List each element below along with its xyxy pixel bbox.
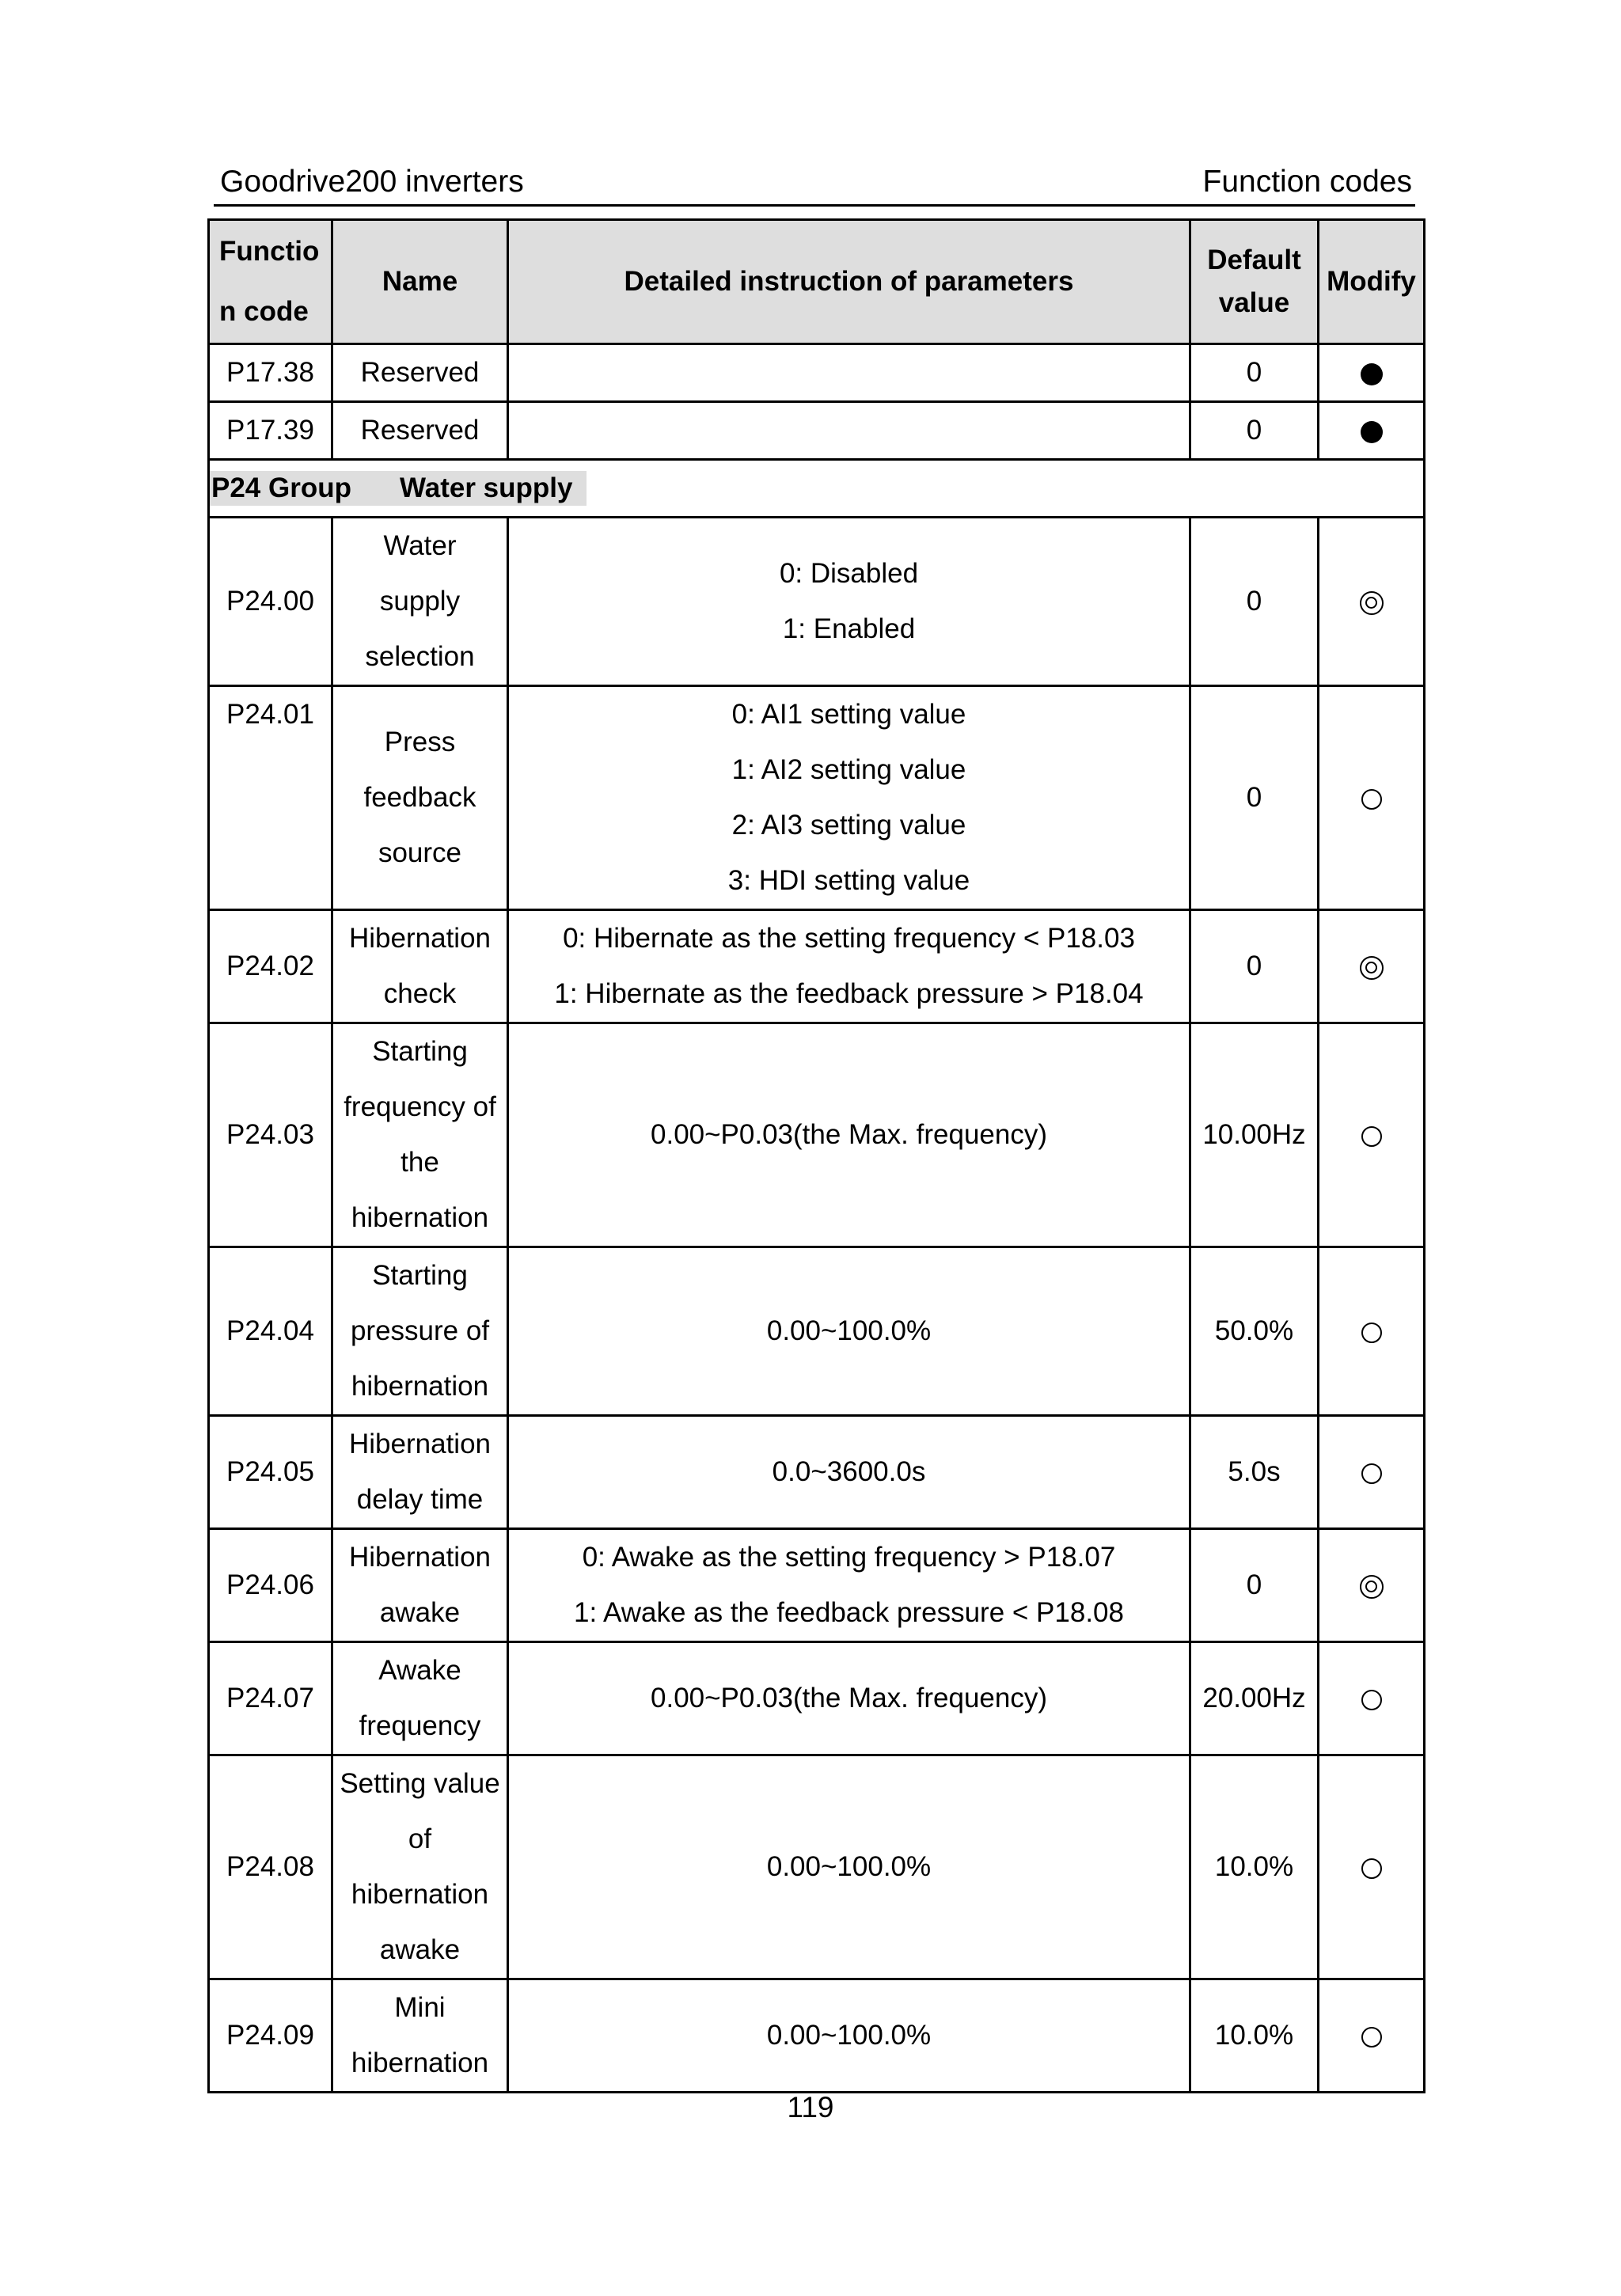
table-row	[209, 344, 1425, 402]
column-header-description: Detailed instruction of parameters	[508, 220, 1190, 344]
parameter-description	[508, 1529, 1190, 1642]
function-code: P24.02	[209, 910, 332, 1023]
modify-cell	[1319, 1247, 1425, 1416]
parameter-name	[332, 518, 508, 686]
parameter-name-line: Water	[383, 530, 457, 561]
table-row	[209, 910, 1425, 1023]
table-row	[209, 686, 1425, 910]
default-value: 5.0s	[1190, 1416, 1319, 1529]
description-line: 0: AI1 setting value	[731, 699, 966, 730]
parameter-description	[508, 344, 1190, 402]
group-cell	[209, 460, 1425, 518]
parameter-name-line: Awake	[378, 1655, 461, 1686]
table-row	[209, 518, 1425, 686]
open-circle-icon	[1361, 789, 1382, 810]
header-rule	[214, 204, 1415, 207]
table-row	[209, 1979, 1425, 2093]
table-row	[209, 1529, 1425, 1642]
document-header-right: Function codes	[1202, 165, 1412, 199]
parameter-description	[508, 1979, 1190, 2093]
parameter-name-line: supply	[379, 586, 461, 617]
description-line: 0.00~100.0%	[766, 1315, 932, 1346]
modify-cell	[1319, 910, 1425, 1023]
function-code: P17.39	[209, 402, 332, 460]
group-label	[210, 471, 587, 506]
modify-cell	[1319, 1416, 1425, 1529]
parameter-name-line: Hibernation	[349, 1429, 491, 1459]
parameter-description	[508, 518, 1190, 686]
description-line: 0.0~3600.0s	[772, 1456, 926, 1487]
parameter-name-line: Mini	[394, 1992, 446, 2023]
parameter-name-line: delay time	[356, 1484, 484, 1515]
function-code: P24.08	[209, 1755, 332, 1979]
function-code: P24.03	[209, 1023, 332, 1247]
open-circle-icon	[1361, 1463, 1382, 1484]
parameter-name-line: Starting	[372, 1260, 468, 1291]
function-code: P24.01	[209, 686, 332, 910]
modify-cell	[1319, 1529, 1425, 1642]
parameter-name	[332, 1979, 508, 2093]
modify-cell	[1319, 1979, 1425, 2093]
modify-cell	[1319, 1642, 1425, 1755]
double-circle-icon	[1360, 956, 1384, 980]
parameter-description	[508, 1642, 1190, 1755]
parameter-name-line: hibernation	[351, 1202, 489, 1233]
parameter-name-line: frequency of	[344, 1091, 496, 1122]
parameter-name-line: check	[383, 978, 457, 1009]
function-code: P24.09	[209, 1979, 332, 2093]
column-header-default-line: value	[1218, 287, 1290, 318]
double-circle-icon	[1360, 1575, 1384, 1599]
column-header-code-line: Functio	[219, 236, 320, 267]
table-row	[209, 402, 1425, 460]
parameter-name-line: the	[401, 1147, 439, 1178]
default-value: 0	[1190, 402, 1319, 460]
open-circle-icon	[1361, 1690, 1382, 1710]
column-header-default-line: Default	[1207, 245, 1301, 275]
default-value: 0	[1190, 686, 1319, 910]
function-code: P24.00	[209, 518, 332, 686]
group-code: P24 Group	[211, 472, 351, 503]
function-code-table	[207, 218, 1425, 2093]
modify-cell	[1319, 1755, 1425, 1979]
column-header-default	[1190, 220, 1319, 344]
parameter-name-line: awake	[379, 1934, 461, 1965]
parameter-description	[508, 910, 1190, 1023]
column-header-code	[209, 220, 332, 344]
function-code: P17.38	[209, 344, 332, 402]
parameter-name-line: pressure of	[350, 1315, 490, 1346]
parameter-name-line: source	[378, 837, 462, 868]
parameter-name	[332, 1247, 508, 1416]
parameter-description	[508, 1416, 1190, 1529]
modify-cell	[1319, 402, 1425, 460]
modify-cell	[1319, 344, 1425, 402]
parameter-name	[332, 1416, 508, 1529]
table-row	[209, 1755, 1425, 1979]
column-header-modify: Modify	[1319, 220, 1425, 344]
parameter-name-line: awake	[379, 1597, 461, 1628]
parameter-name-line: feedback	[363, 782, 476, 813]
default-value: 10.0%	[1190, 1979, 1319, 2093]
filled-circle-icon	[1361, 421, 1383, 443]
function-code: P24.05	[209, 1416, 332, 1529]
open-circle-icon	[1361, 2027, 1382, 2047]
parameter-name-line: frequency	[359, 1710, 481, 1741]
description-line: 1: Hibernate as the feedback pressure > P18.04	[554, 978, 1144, 1009]
description-line: 3: HDI setting value	[727, 865, 970, 896]
default-value: 0	[1190, 518, 1319, 686]
parameter-description	[508, 402, 1190, 460]
description-line: 0: Hibernate as the setting frequency < P18.03	[563, 923, 1135, 954]
table-header-row	[209, 220, 1425, 344]
open-circle-icon	[1361, 1126, 1382, 1147]
parameter-name	[332, 1755, 508, 1979]
parameter-description	[508, 686, 1190, 910]
function-code: P24.04	[209, 1247, 332, 1416]
parameter-name-line: Hibernation	[349, 1542, 491, 1573]
parameter-name-line: Starting	[372, 1036, 468, 1067]
parameter-name	[332, 1023, 508, 1247]
description-line: 0: Awake as the setting frequency > P18.07	[582, 1542, 1116, 1573]
column-header-code-line: n code	[219, 296, 309, 327]
default-value: 0	[1190, 344, 1319, 402]
description-line: 0.00~P0.03(the Max. frequency)	[651, 1683, 1047, 1713]
description-line: 0: Disabled	[779, 558, 919, 589]
modify-cell	[1319, 1023, 1425, 1247]
filled-circle-icon	[1361, 363, 1383, 385]
parameter-name	[332, 686, 508, 910]
modify-cell	[1319, 518, 1425, 686]
parameter-name: Reserved	[332, 402, 508, 460]
default-value: 20.00Hz	[1190, 1642, 1319, 1755]
document-header-left: Goodrive200 inverters	[220, 165, 524, 199]
description-line: 1: Awake as the feedback pressure < P18.08	[574, 1597, 1124, 1628]
description-line: 0.00~100.0%	[766, 2020, 932, 2051]
parameter-name: Reserved	[332, 344, 508, 402]
parameter-name-line: hibernation	[351, 1371, 489, 1402]
parameter-description	[508, 1247, 1190, 1416]
default-value: 0	[1190, 1529, 1319, 1642]
table-row	[209, 1642, 1425, 1755]
modify-cell	[1319, 686, 1425, 910]
description-line: 0.00~100.0%	[766, 1851, 932, 1882]
open-circle-icon	[1361, 1323, 1382, 1343]
description-line: 1: Enabled	[782, 613, 916, 644]
parameter-name-line: hibernation	[351, 1879, 489, 1910]
description-line: 1: AI2 setting value	[731, 754, 966, 785]
function-code: P24.07	[209, 1642, 332, 1755]
group-title: Water supply	[400, 472, 573, 503]
function-code: P24.06	[209, 1529, 332, 1642]
open-circle-icon	[1361, 1858, 1382, 1879]
default-value: 50.0%	[1190, 1247, 1319, 1416]
parameter-name-line: hibernation	[351, 2047, 489, 2078]
default-value: 10.00Hz	[1190, 1023, 1319, 1247]
parameter-name	[332, 1642, 508, 1755]
group-row	[209, 460, 1425, 518]
table-row	[209, 1247, 1425, 1416]
parameter-name	[332, 1529, 508, 1642]
parameter-name-line: Hibernation	[349, 923, 491, 954]
parameter-name-line: Press	[384, 727, 456, 757]
default-value: 0	[1190, 910, 1319, 1023]
column-header-name: Name	[332, 220, 508, 344]
double-circle-icon	[1360, 591, 1384, 615]
default-value: 10.0%	[1190, 1755, 1319, 1979]
table-row	[209, 1023, 1425, 1247]
parameter-description	[508, 1023, 1190, 1247]
description-line: 2: AI3 setting value	[731, 810, 966, 841]
parameter-name-line: selection	[365, 641, 475, 672]
parameter-description	[508, 1755, 1190, 1979]
parameter-name-line: of	[408, 1824, 432, 1854]
table-row	[209, 1416, 1425, 1529]
parameter-name-line: Setting value	[340, 1768, 500, 1799]
parameter-name	[332, 910, 508, 1023]
page-number: 119	[787, 2091, 834, 2123]
description-line: 0.00~P0.03(the Max. frequency)	[651, 1119, 1047, 1150]
